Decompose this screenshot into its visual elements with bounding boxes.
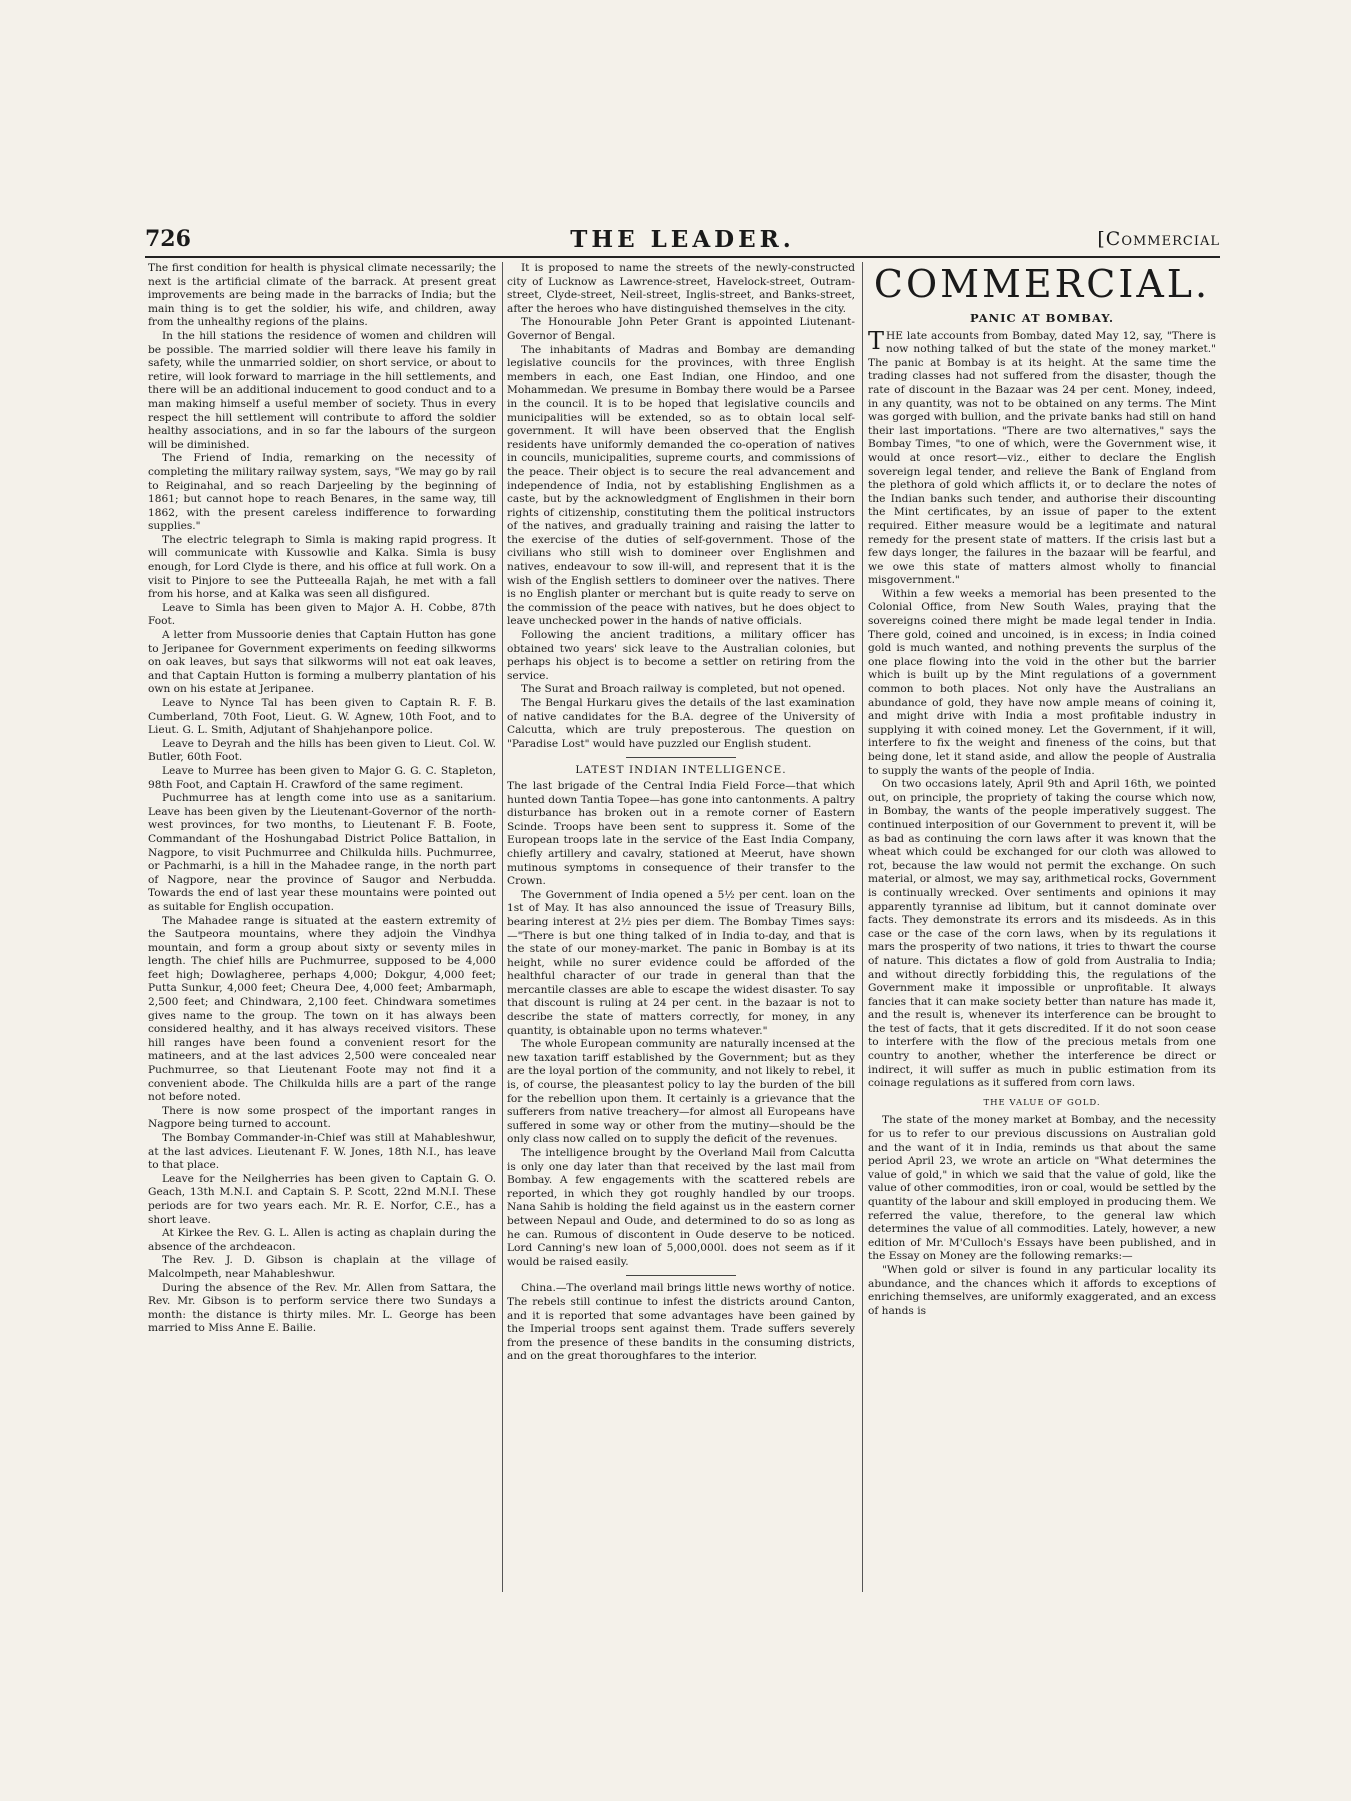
paragraph: The intelligence brought by the Overland Mail from Calcutta is only one day later than that received by the last mail from Bombay. A few engagements with the scattered rebels are reported, in which they got roughly handled by our troops. Nana Sahib is holding the field against us in the eastern corner between Nepaul and Oude, and determined to do so as long as he can. Rumous of discontent in Oude deserve to be noticed. Lord Canning's new loan of 5,000,000l. does not seem as if it would be raised easily. [507, 1147, 855, 1268]
paragraph: Following the ancient traditions, a military officer has obtained two years' sick leave to the Australian colonies, but perhaps his object is to become a settler on retiring from the service. [507, 629, 855, 682]
paragraph: "When gold or silver is found in any particular locality its abundance, and the chances which it affords to exceptions of enriching themselves, are uniformly exaggerated, and an excess of hands is [868, 1263, 1216, 1317]
paragraph: It is proposed to name the streets of the newly-constructed city of Lucknow as Lawrence-street, Havelock-street, Outram-street, Clyde-street, Neil-street, Inglis-street, and Banks-street, after the heroes who have distinguished themselves in the city. [507, 262, 855, 315]
column-divider [862, 262, 863, 1592]
paragraph: Puchmurree has at length come into use as a sanitarium. Leave has been given by the Lieutenant-Governor of the north-west provinces, for two months, to Lieutenant F. B. Foote, Commandant of the Hoshungabad District Police Battalion, in Nagpore, to visit Puchmurree and Chilkulda hills. Puchmurree, or Pachmarhi, is a hill in the Mahadee range, in the north part of Nagpore, near the province of Saugor and Nerbudda. Towards the end of last year these mountains were pointed out as suitable for English occupation. [148, 792, 496, 913]
section-title: COMMERCIAL. [873, 262, 1211, 306]
paragraph: At Kirkee the Rev. G. L. Allen is acting as chaplain during the absence of the archdeacon. [148, 1227, 496, 1253]
column-1 [148, 262, 496, 1592]
paragraph: The Honourable John Peter Grant is appointed Liutenant-Governor of Bengal. [507, 316, 855, 342]
masthead: THE LEADER. [570, 226, 795, 253]
section-separator [626, 757, 736, 758]
paragraph: On two occasions lately, April 9th and April 16th, we pointed out, on principle, the propriety of taking the course which now, in Bombay, the wants of the people imperatively suggest. The continued interposition of our Government to prevent it, will be as bad as continuing the corn laws after it was known that the wheat which could be exchanged for our cloth was allowed to rot, because the law would not permit the exchange. On such material, or almost, we may say, arithmetical rocks, Government is continually wrecked. Over sentiments and opinions it may apparently tyrannise ad libitum, but it cannot dominate over facts. They demonstrate its errors and its misdeeds. As in this case or the case of the corn laws, when by its regulations it mars the prosperity of two nations, it tries to thwart the course of nature. This dictates a flow of gold from Australia to India; and without directly forbidding this, the regulations of the Government make it impossible or unprofitable. It always fancies that it can make society better than nature has made it, and the result is, whenever its interference can be brought to the test of facts, that it gets discredited. If it do not soon cease to interfere with the flow of the precious metals from one country to another, whether the interference be direct or indirect, it will suffer as much in public estimation from its coinage regulations as it suffered from corn laws. [868, 778, 1216, 1090]
paragraph: Leave to Nynce Tal has been given to Captain R. F. B. Cumberland, 70th Foot, Lieut. G. W. Agnew, 10th Foot, and to Lieut. G. L. Smith, Adjutant of Shahjehanpore police. [148, 697, 496, 737]
paragraph: During the absence of the Rev. Mr. Allen from Sattara, the Rev. Mr. Gibson is to perform service there two Sundays a month: the distance is thirty miles. Mr. L. George has been married to Miss Anne E. Bailie. [148, 1281, 496, 1335]
section-separator [626, 1275, 736, 1276]
paragraph: The state of the money market at Bombay, and the necessity for us to refer to our previous discussions on Australian gold and the want of it in India, reminds us that about the same period April 23, we wrote an article on "What determines the value of gold," in which we said that the value of gold, like the value of other commodities, iron or coal, would be settled by the quantity of the labour and skill employed in producing them. We referred the value, therefore, to the general law which determines the value of all commodities. Lately, however, a new edition of Mr. M'Culloch's Essays have been published, and in the Essay on Money are the following remarks:— [868, 1114, 1216, 1263]
article-headline: LATEST INDIAN INTELLIGENCE. [575, 764, 787, 777]
paragraph: The Mahadee range is situated at the eastern extremity of the Sautpeora mountains, where they adjoin the Vindhya mountain, and form a group about sixty or seventy miles in length. The chief hills are Puchmurree, supposed to be 4,000 feet high; Dowlagheree, perhaps 4,000; Dokgur, 4,000 feet; Putta Sunkur, 4,000 feet; Cheura Dee, 4,000 feet; Ambarmaph, 2,500 feet; and Chindwara, 2,100 feet. Chindwara sometimes gives name to the group. The town on it has always been considered healthy, and it has always received visitors. These hill ranges have been found a convenient resort for the matineers, and at the last advices 2,500 were concealed near Puchmurree, so that Lieutenant Foote may not find it a convenient abode. The Chilkulda hills are a part of the range not before noted. [148, 914, 496, 1104]
paragraph: A letter from Mussoorie denies that Captain Hutton has gone to Jeripanee for Government experiments on feeding silkworms on oak leaves, but says that silkworms will not eat oak leaves, and that Captain Hutton is forming a mulberry plantation of his own on his estate at Jeripanee. [148, 629, 496, 696]
page-header [145, 226, 1220, 252]
paragraph: The Bombay Commander-in-Chief was still at Mahableshwur, at the last advices. Lieutenant F. W. Jones, 18th N.I., has leave to that place. [148, 1132, 496, 1172]
paragraph: The first condition for health is physical climate necessarily; the next is the artificial climate of the barrack. At present great improvements are being made in the barracks of India; but the main thing is to get the soldier, his wife, and children, away from the unhealthy regions of the plains. [148, 262, 496, 329]
paragraph: Leave to Simla has been given to Major A. H. Cobbe, 87th Foot. [148, 601, 496, 628]
paragraph: The Surat and Broach railway is completed, but not opened. [521, 683, 846, 696]
column-divider [502, 262, 503, 1592]
article-headline: PANIC AT BOMBAY. [969, 311, 1115, 325]
header-rule [145, 256, 1220, 258]
paragraph: The inhabitants of Madras and Bombay are demanding legislative councils for the provinces, with three English members in each, one East Indian, one Hindoo, and one Mohammedan. We presume in Bombay there would be a Parsee in the council. It is to be hoped that legislative councils and municipalities will be extended, so as to obtain local self-government. It will have been observed that the English residents have uniformly demanded the co-operation of natives in councils, municipalities, supreme courts, and commissions of the peace. Their object is to secure the real advancement and independence of India, not by establishing Englishmen as a caste, but by the acknowledgment of Englishmen in their born rights of citizenship, constituting them the political instructors of the natives, and gradually training and raising the latter to the exercise of the duties of self-government. Those of the civilians who still wish to domineer over Englishmen and natives, endeavour to sow ill-will, and represent that it is the wish of the English settlers to domineer over the natives. There is no English planter or merchant but is quite ready to serve on the commission of the peace with natives, but he does object to leave unchecked power in the hands of native officials. [507, 343, 855, 628]
column-2 [507, 262, 855, 1592]
paragraph: There is now some prospect of the important ranges in Nagpore being turned to account. [148, 1104, 496, 1131]
paragraph: In the hill stations the residence of women and children will be possible. The married soldier will there leave his family in safety, while the unmarried soldier, on short service, or about to retire, will look forward to marriage in the hill settlements, and there will be an additional inducement to good conduct and to a man making himself a useful member of society. Thus in every respect the hill settlement will contribute to afford the soldier healthy associations, and in so far the labours of the surgeon will be diminished. [148, 329, 496, 451]
paragraph: The Rev. J. D. Gibson is chaplain at the village of Malcolmpeth, near Mahableshwur. [148, 1254, 496, 1280]
paragraph: Leave for the Neilgherries has been given to Captain G. O. Geach, 13th M.N.I. and Captain S. P. Scott, 22nd M.N.I. These periods are for two years each. Mr. R. E. Norfor, C.E., has a short leave. [148, 1172, 496, 1226]
column-3 [868, 262, 1216, 1592]
section-flag: [Commercial [1097, 228, 1220, 250]
paragraph: China.—The overland mail brings little news worthy of notice. The rebels still continue to infest the districts around Canton, and it is reported that some advantages have been gained by the Imperial troops sent against them. Trade suffers severely from the presence of these bandits in the consuming districts, and on the great thoroughfares to the interior. [507, 1282, 855, 1363]
paragraph: The Government of India opened a 5½ per cent. loan on the 1st of May. It has also announced the issue of Treasury Bills, bearing interest at 2½ pies per diem. The Bombay Times says:—"There is but one thing talked of in India to-day, and that is the state of our money-market. The panic in Bombay is at its height, while no surer evidence could be afforded of the healthful character of our trade in general than that the mercantile classes are able to escape the widest disaster. To say that discount is ruling at 24 per cent. in the bazaar is not to describe the state of matters correctly, for money, in any quantity, is obtainable upon no terms whatever." [507, 888, 855, 1037]
paragraph: Leave to Deyrah and the hills has been given to Lieut. Col. W. Butler, 60th Foot. [148, 737, 496, 764]
paragraph: Within a few weeks a memorial has been presented to the Colonial Office, from New South Wales, praying that the sovereigns coined there might be made legal tender in India. There gold, coined and uncoined, is in excess; in India coined gold is much wanted, and nothing prevents the surplus of the one place flowing into the void in the other but the barrier which is built up by the Mint regulations of a government common to both places. Not only have the Australians an abundance of gold, they have now ample means of coining it, and might drive with India a most profitable industry in supplying it with coined money. Let the Government, if it will, interfere to fix the weight and fineness of the coins, but that being done, let it stand aside, and allow the people of Australia to supply the wants of the people of India. [868, 587, 1216, 777]
paragraph: The whole European community are naturally incensed at the new taxation tariff established by the Government; but as they are the loyal portion of the community, and not likely to rebel, it is, of course, the pleasantest policy to lay the burden of the bill for the rebellion upon them. It certainly is a grievance that the sufferers from native treachery—for almost all Europeans have suffered in some way or other from the mutiny—should be the only class now called on to supply the deficit of the revenues. [507, 1038, 855, 1146]
paragraph: THE late accounts from Bombay, dated May 12, say, "There is now nothing talked of but the state of the money market." The panic at Bombay is at its height. At the same time the trading classes had not suffered from the disaster, though the rate of discount in the Bazaar was 24 per cent. Money, indeed, in any quantity, was not to be obtained on any terms. The Mint was gorged with bullion, and the private banks had still on hand their last importations. "There are two alternatives," says the Bombay Times, "to one of which, were the Government wise, it would at once resort—viz., either to declare the English sovereign legal tender, and relieve the Bank of England from the plethora of gold which afflicts it, or to declare the notes of the Indian banks such tender, and authorise their discounting the Mint certificates, by an issue of paper to the extent required. Either measure would be a legitimate and natural remedy for the present state of matters. If the crisis last but a few days longer, the failures in the bazaar will be fearful, and we owe this state of matters almost wholly to financial misgovernment." [868, 326, 1216, 587]
article-subheadline: THE VALUE OF GOLD. [983, 1097, 1101, 1108]
paragraph: The Friend of India, remarking on the necessity of completing the military railway system, says, "We may go by rail to Reiginahal, and so reach Darjeeling by the beginning of 1861; but cannot hope to reach Benares, in the same way, till 1862, with the present careless indifference to forwarding supplies." [148, 452, 496, 533]
paragraph: The electric telegraph to Simla is making rapid progress. It will communicate with Kussowlie and Kalka. Simla is busy enough, for Lord Clyde is there, and his office at full work. On a visit to Pinjore to see the Putteealla Rajah, he met with a fall from his horse, and at Kalka was seen all disfigured. [148, 533, 496, 601]
paragraph: Leave to Murree has been given to Major G. G. C. Stapleton, 98th Foot, and Captain H. Crawford of the same regiment. [148, 764, 496, 791]
page-number: 726 [145, 226, 191, 252]
paragraph: The last brigade of the Central India Field Force—that which hunted down Tantia Topee—has gone into cantonments. A paltry disturbance has broken out in a remote corner of Eastern Scinde. Troops have been sent to suppress it. Some of the European troops late in the service of the East India Company, chiefly artillery and cavalry, stationed at Meerut, have shown mutinous symptoms in consequence of their transfer to the Crown. [507, 779, 855, 888]
paragraph: The Bengal Hurkaru gives the details of the last examination of native candidates for the B.A. degree of the University of Calcutta, which are truly preposterous. The question on "Paradise Lost" would have puzzled our English student. [507, 697, 855, 750]
